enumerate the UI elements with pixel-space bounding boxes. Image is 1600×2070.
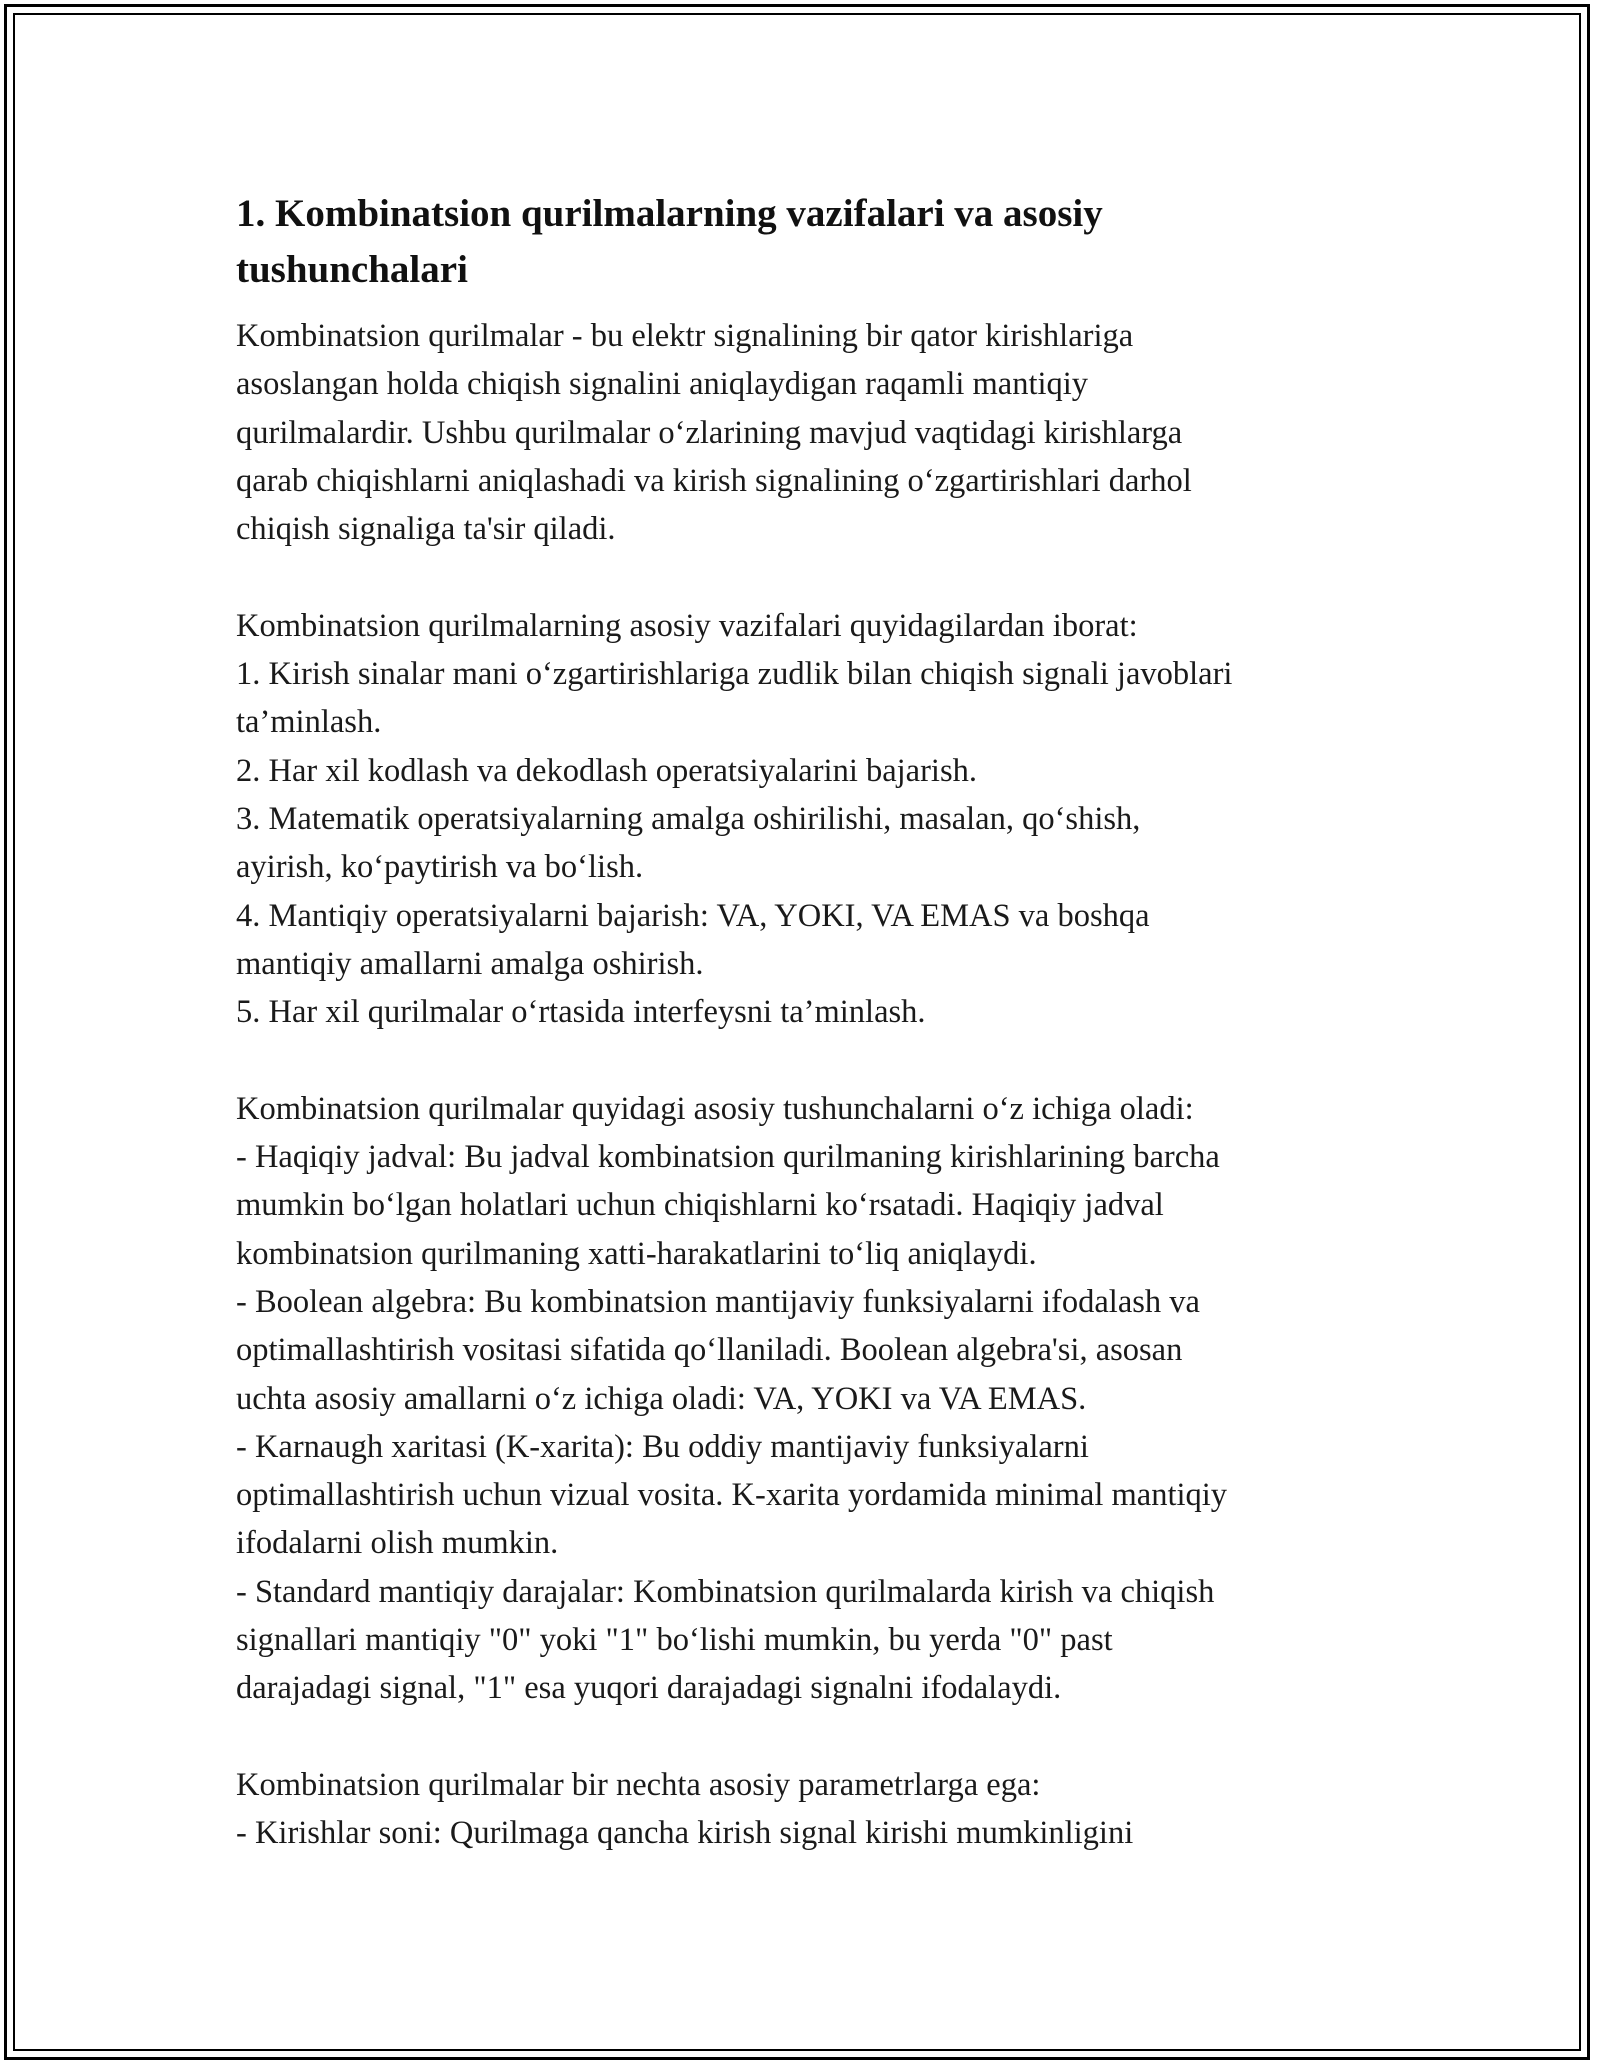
document-body (236, 186, 1386, 1858)
paragraph-gap (236, 1713, 1386, 1761)
text-line: 1. Kirish sinalar mani o‘zgartirishlariga zudlik bilan chiqish signali javoblari (236, 656, 1233, 693)
text-line: kombinatsion qurilmaning xatti-harakatlarini to‘liq aniqlaydi. (236, 1235, 1037, 1272)
text-line: 4. Mantiqiy operatsiyalarni bajarish: VA, YOKI, VA EMAS va boshqa (236, 897, 1150, 934)
text-line: mumkin bo‘lgan holatlari uchun chiqishlarni ko‘rsatadi. Haqiqiy jadval (236, 1187, 1164, 1224)
text-line: uchta asosiy amallarni o‘z ichiga oladi: VA, YOKI va VA EMAS. (236, 1380, 1087, 1417)
heading-line-2: tushunchalari (236, 248, 468, 291)
text-line: asoslangan holda chiqish signalini aniqlaydigan raqamli mantiqiy (236, 366, 1089, 403)
text-line: ayirish, ko‘paytirish va bo‘lish. (236, 849, 644, 886)
text-line: 5. Har xil qurilmalar o‘rtasida interfeysni ta’minlash. (236, 994, 926, 1031)
text-line: chiqish signaliga ta'sir qiladi. (236, 511, 616, 548)
text-line: mantiqiy amallarni amalga oshirish. (236, 945, 704, 982)
text-line: Kombinatsion qurilmalar quyidagi asosiy tushunchalarni o‘z ichiga oladi: (236, 1090, 1194, 1127)
paragraph-gap (236, 553, 1386, 601)
text-line: qurilmalardir. Ushbu qurilmalar o‘zlarining mavjud vaqtidagi kirishlarga (236, 414, 1183, 451)
text-line: darajadagi signal, "1" esa yuqori darajadagi signalni ifodalaydi. (236, 1670, 1062, 1707)
text-line: 2. Har xil kodlash va dekodlash operatsiyalarini bajarish. (236, 752, 977, 789)
paragraph-gap (236, 1036, 1386, 1084)
text-line: 3. Matematik operatsiyalarning amalga oshirilishi, masalan, qo‘shish, (236, 800, 1141, 837)
text-line: Kombinatsion qurilmalar bir nechta asosiy parametrlarga ega: (236, 1766, 1041, 1803)
text-line: - Standard mantiqiy darajalar: Kombinatsion qurilmalarda kirish va chiqish (236, 1573, 1215, 1610)
text-line: ta’minlash. (236, 704, 382, 741)
text-line: - Karnaugh xaritasi (K-xarita): Bu oddiy mantijaviy funksiyalarni (236, 1428, 1089, 1465)
section-heading (236, 186, 1386, 298)
text-line: - Kirishlar soni: Qurilmaga qancha kirish signal kirishi mumkinligini (236, 1815, 1134, 1852)
text-line: qarab chiqishlarni aniqlashadi va kirish signalining o‘zgartirishlari darhol (236, 462, 1192, 499)
text-line: optimallashtirish vositasi sifatida qo‘llaniladi. Boolean algebra'si, asosan (236, 1332, 1183, 1369)
text-line: - Boolean algebra: Bu kombinatsion mantijaviy funksiyalarni ifodalash va (236, 1283, 1200, 1320)
text-line: Kombinatsion qurilmalarning asosiy vazifalari quyidagilardan iborat: (236, 607, 1138, 644)
body-text (236, 312, 1386, 1858)
text-line: - Haqiqiy jadval: Bu jadval kombinatsion qurilmaning kirishlarining barcha (236, 1139, 1220, 1176)
text-line: ifodalarni olish mumkin. (236, 1525, 559, 1562)
text-line: Kombinatsion qurilmalar - bu elektr signalining bir qator kirishlariga (236, 318, 1134, 354)
text-line: optimallashtirish uchun vizual vosita. K-xarita yordamida minimal mantiqiy (236, 1477, 1228, 1514)
text-line: signallari mantiqiy "0" yoki "1" bo‘lishi mumkin, bu yerda "0" past (236, 1622, 1113, 1659)
heading-line-1: 1. Kombinatsion qurilmalarning vazifalari va asosiy (236, 192, 1103, 235)
